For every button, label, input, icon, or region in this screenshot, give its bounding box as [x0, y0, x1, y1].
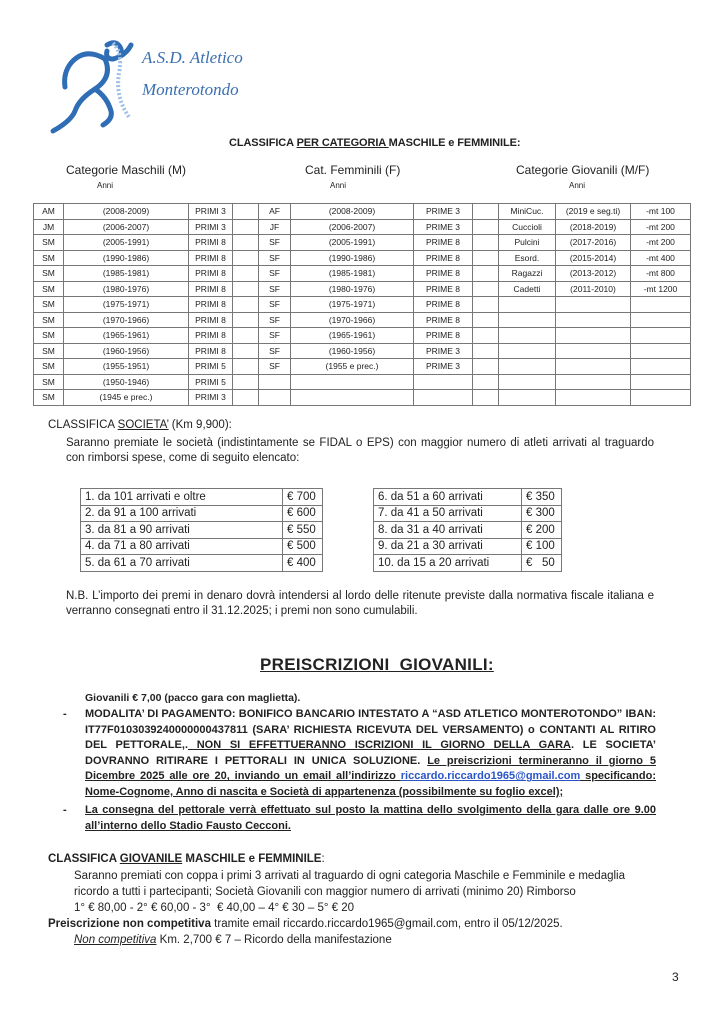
cell-g-dist: -mt 1200: [631, 281, 691, 297]
preiscrizioni-bullet-2: La consegna del pettorale verrà effettuato sul posto la mattina dello svolgimento della gara dalle ore 9.00 all’interno dello Stadio Fausto Cecconi.: [85, 804, 656, 832]
cell-m-cat: SM: [34, 281, 64, 297]
societa-label: 9. da 21 a 30 arrivati: [374, 538, 522, 555]
cell-m-anni: (2006-2007): [64, 219, 189, 235]
cell-spacer: [473, 359, 499, 375]
cell-g-anni: (2018-2019): [556, 219, 631, 235]
cell-m-anni: (1990-1986): [64, 250, 189, 266]
cell-m-cat: SM: [34, 359, 64, 375]
societa-row: [374, 522, 562, 539]
cell-f-premi: PRIME 3: [414, 219, 473, 235]
cell-f-cat: SF: [259, 250, 291, 266]
societa-table-right: [373, 488, 562, 572]
societa-label: 5. da 61 a 70 arrivati: [81, 555, 283, 572]
cell-f-cat: JF: [259, 219, 291, 235]
cell-f-anni: (2008-2009): [291, 204, 414, 220]
giovanile-line-3: 1° € 80,00 - 2° € 60,00 - 3° € 40,00 – 4° € 30 – 5° € 20: [74, 902, 355, 914]
cell-spacer: [233, 343, 259, 359]
categoria-row: [34, 281, 691, 297]
cell-f-anni: (1990-1986): [291, 250, 414, 266]
cell-g-cat: [499, 374, 556, 390]
cell-f-premi: [414, 374, 473, 390]
cell-m-anni: (1955-1951): [64, 359, 189, 375]
logo-line-2: Monterotondo: [142, 80, 239, 99]
cell-f-cat: SF: [259, 312, 291, 328]
cell-m-anni: (2005-1991): [64, 235, 189, 251]
cell-g-anni: (2017-2016): [556, 235, 631, 251]
cell-f-premi: PRIME 8: [414, 328, 473, 344]
bullet-marker-1: -: [63, 708, 67, 720]
categoria-row: [34, 250, 691, 266]
cell-m-cat: SM: [34, 266, 64, 282]
cell-spacer: [473, 204, 499, 220]
cell-g-dist: [631, 374, 691, 390]
societa-title: CLASSIFICA SOCIETA’ (Km 9,900):: [48, 419, 232, 431]
cell-f-anni: (2005-1991): [291, 235, 414, 251]
societa-label: 10. da 15 a 20 arrivati: [374, 555, 522, 572]
cell-m-premi: PRIMI 8: [189, 250, 233, 266]
cell-g-cat: Cadetti: [499, 281, 556, 297]
preiscrizioni-title: PREISCRIZIONI GIOVANILI:: [260, 655, 494, 674]
cell-m-cat: SM: [34, 390, 64, 406]
cell-g-anni: [556, 328, 631, 344]
col-head-maschili: Categorie Maschili (M): [66, 163, 187, 177]
societa-row: [374, 505, 562, 522]
anni-label-m: Anni: [97, 181, 114, 190]
cell-f-cat: SF: [259, 266, 291, 282]
col-head-giovanili: Categorie Giovanili (M/F): [516, 163, 650, 177]
cell-m-premi: PRIMI 8: [189, 312, 233, 328]
cell-g-anni: [556, 359, 631, 375]
cell-f-cat: [259, 374, 291, 390]
cell-f-anni: [291, 390, 414, 406]
cell-spacer: [473, 390, 499, 406]
cell-m-premi: PRIMI 3: [189, 204, 233, 220]
cell-g-anni: [556, 297, 631, 313]
cell-m-cat: JM: [34, 219, 64, 235]
cell-g-cat: Esord.: [499, 250, 556, 266]
cell-g-cat: [499, 312, 556, 328]
cell-g-dist: -mt 100: [631, 204, 691, 220]
cell-m-cat: AM: [34, 204, 64, 220]
societa-label: 6. da 51 a 60 arrivati: [374, 489, 522, 506]
categoria-row: [34, 390, 691, 406]
cell-spacer: [233, 281, 259, 297]
cell-f-premi: PRIME 3: [414, 359, 473, 375]
noncompetitiva-line-2: Non competitiva Km. 2,700 € 7 – Ricordo della manifestazione: [74, 934, 392, 946]
cell-g-cat: MiniCuc.: [499, 204, 556, 220]
page-number: 3: [672, 970, 679, 984]
cell-g-anni: [556, 374, 631, 390]
cell-spacer: [233, 204, 259, 220]
cell-g-dist: [631, 328, 691, 344]
societa-amount: € 50: [522, 555, 562, 572]
giovanile-line-2: ricordo a tutti i partecipanti; Società Giovanili con maggior numero di arrivati (minimo 20) Rimborso: [74, 886, 576, 898]
cell-spacer: [233, 390, 259, 406]
anni-label-g: Anni: [569, 181, 586, 190]
societa-row: [374, 555, 562, 572]
cell-f-cat: SF: [259, 328, 291, 344]
categoria-row: [34, 219, 691, 235]
email-link[interactable]: riccardo.riccardo1965@gmail.com: [400, 770, 581, 783]
societa-intro: Saranno premiate le società (indistintamente se FIDAL o EPS) con maggior numero di atleti arrivati al traguardo con rimborsi spese, come di seguito elencato:: [66, 437, 654, 464]
cell-g-dist: -mt 200: [631, 219, 691, 235]
cell-g-cat: [499, 390, 556, 406]
categoria-row: [34, 235, 691, 251]
cell-spacer: [473, 328, 499, 344]
cell-f-anni: (1980-1976): [291, 281, 414, 297]
cell-g-cat: [499, 343, 556, 359]
cell-m-cat: SM: [34, 328, 64, 344]
cell-g-dist: -mt 800: [631, 266, 691, 282]
cell-spacer: [233, 328, 259, 344]
cell-f-premi: PRIME 8: [414, 250, 473, 266]
cell-m-anni: (2008-2009): [64, 204, 189, 220]
cell-spacer: [473, 219, 499, 235]
categoria-row: [34, 343, 691, 359]
preiscrizioni-fee: Giovanili € 7,00 (pacco gara con maglietta).: [85, 692, 301, 704]
cell-m-premi: PRIMI 8: [189, 281, 233, 297]
societa-amount: € 600: [283, 505, 323, 522]
cell-m-cat: SM: [34, 312, 64, 328]
cell-g-dist: [631, 312, 691, 328]
societa-amount: € 700: [283, 489, 323, 506]
cell-m-anni: (1950-1946): [64, 374, 189, 390]
societa-amount: € 550: [283, 522, 323, 539]
cell-spacer: [473, 343, 499, 359]
cell-g-anni: (2015-2014): [556, 250, 631, 266]
cell-spacer: [233, 235, 259, 251]
logo: [45, 25, 135, 135]
cell-g-anni: [556, 312, 631, 328]
cell-f-premi: PRIME 8: [414, 235, 473, 251]
cell-g-dist: -mt 400: [631, 250, 691, 266]
anni-label-f: Anni: [330, 181, 347, 190]
cell-spacer: [233, 266, 259, 282]
cell-f-cat: SF: [259, 281, 291, 297]
cell-g-cat: Cuccioli: [499, 219, 556, 235]
categoria-row: [34, 297, 691, 313]
cell-f-cat: SF: [259, 359, 291, 375]
cell-f-premi: PRIME 8: [414, 312, 473, 328]
cell-g-cat: Ragazzi: [499, 266, 556, 282]
cell-spacer: [473, 297, 499, 313]
cell-m-cat: SM: [34, 297, 64, 313]
cell-f-cat: SF: [259, 343, 291, 359]
cell-f-premi: PRIME 3: [414, 343, 473, 359]
cell-m-anni: (1960-1956): [64, 343, 189, 359]
societa-row: [81, 505, 323, 522]
cell-m-premi: PRIMI 8: [189, 235, 233, 251]
cell-m-anni: (1965-1961): [64, 328, 189, 344]
societa-row: [81, 522, 323, 539]
giovanile-title: CLASSIFICA GIOVANILE MASCHILE e FEMMINILE:: [48, 853, 325, 865]
cell-spacer: [233, 297, 259, 313]
cell-f-cat: AF: [259, 204, 291, 220]
cell-g-dist: [631, 343, 691, 359]
col-head-femminili: Cat. Femminili (F): [305, 163, 401, 177]
cell-g-cat: [499, 297, 556, 313]
cell-f-anni: (1975-1971): [291, 297, 414, 313]
cell-f-cat: SF: [259, 297, 291, 313]
cell-f-cat: [259, 390, 291, 406]
cell-g-dist: [631, 359, 691, 375]
societa-amount: € 100: [522, 538, 562, 555]
societa-amount: € 400: [283, 555, 323, 572]
cell-g-dist: [631, 390, 691, 406]
cell-spacer: [473, 250, 499, 266]
cell-g-cat: Pulcini: [499, 235, 556, 251]
societa-label: 2. da 91 a 100 arrivati: [81, 505, 283, 522]
cell-g-anni: [556, 390, 631, 406]
runner-icon: [45, 25, 135, 135]
cell-f-anni: (1985-1981): [291, 266, 414, 282]
categoria-row: [34, 374, 691, 390]
societa-row: [374, 489, 562, 506]
cell-g-cat: [499, 328, 556, 344]
logo-line-1: A.S.D. Atletico: [142, 48, 243, 67]
cell-f-anni: [291, 374, 414, 390]
cell-spacer: [473, 374, 499, 390]
categoria-row: [34, 312, 691, 328]
cell-f-premi: PRIME 3: [414, 204, 473, 220]
categoria-row: [34, 359, 691, 375]
cell-m-cat: SM: [34, 374, 64, 390]
cell-g-cat: [499, 359, 556, 375]
societa-table-left: [80, 488, 323, 572]
cell-spacer: [233, 374, 259, 390]
bullet-marker-2: -: [63, 804, 67, 816]
cell-m-premi: PRIMI 5: [189, 359, 233, 375]
noncompetitiva-line-1: Preiscrizione non competitiva tramite email riccardo.riccardo1965@gmail.com, entro il 05/12/2025.: [48, 918, 563, 930]
cell-f-premi: [414, 390, 473, 406]
cell-spacer: [233, 312, 259, 328]
cell-spacer: [233, 219, 259, 235]
societa-row: [81, 538, 323, 555]
cell-f-anni: (1965-1961): [291, 328, 414, 344]
cell-f-cat: SF: [259, 235, 291, 251]
cell-spacer: [473, 312, 499, 328]
cell-spacer: [473, 266, 499, 282]
cell-m-premi: PRIMI 8: [189, 343, 233, 359]
cell-f-premi: PRIME 8: [414, 266, 473, 282]
cell-m-premi: PRIMI 8: [189, 266, 233, 282]
societa-row: [374, 538, 562, 555]
cell-spacer: [233, 359, 259, 375]
cell-m-premi: PRIMI 8: [189, 297, 233, 313]
cell-m-premi: PRIMI 8: [189, 328, 233, 344]
societa-amount: € 300: [522, 505, 562, 522]
categoria-table: [33, 203, 691, 406]
cell-m-anni: (1970-1966): [64, 312, 189, 328]
cell-g-anni: (2019 e seg.ti): [556, 204, 631, 220]
cell-g-anni: [556, 343, 631, 359]
cell-g-dist: -mt 200: [631, 235, 691, 251]
categoria-title: CLASSIFICA PER CATEGORIA MASCHILE e FEMMINILE:: [229, 137, 521, 149]
cell-m-cat: SM: [34, 343, 64, 359]
cell-m-anni: (1980-1976): [64, 281, 189, 297]
cell-f-premi: PRIME 8: [414, 281, 473, 297]
societa-label: 4. da 71 a 80 arrivati: [81, 538, 283, 555]
cell-m-premi: PRIMI 3: [189, 390, 233, 406]
cell-m-anni: (1985-1981): [64, 266, 189, 282]
cell-g-anni: (2013-2012): [556, 266, 631, 282]
cell-m-anni: (1975-1971): [64, 297, 189, 313]
cell-m-anni: (1945 e prec.): [64, 390, 189, 406]
categoria-row: [34, 204, 691, 220]
cell-g-dist: [631, 297, 691, 313]
societa-label: 1. da 101 arrivati e oltre: [81, 489, 283, 506]
cell-f-anni: (2006-2007): [291, 219, 414, 235]
societa-label: 7. da 41 a 50 arrivati: [374, 505, 522, 522]
societa-nb: N.B. L’importo dei premi in denaro dovrà intendersi al lordo delle ritenute previste dalla normativa fiscale italiana e verranno consegnati entro il 31.12.2025; i premi non sono cumulabili.: [66, 590, 654, 617]
giovanile-line-1: Saranno premiati con coppa i primi 3 arrivati al traguardo di ogni categoria Maschile e Femminile e medaglia: [74, 870, 625, 882]
societa-amount: € 200: [522, 522, 562, 539]
societa-label: 3. da 81 a 90 arrivati: [81, 522, 283, 539]
cell-spacer: [233, 250, 259, 266]
cell-m-premi: PRIMI 3: [189, 219, 233, 235]
preiscrizioni-bullet-1: MODALITA’ DI PAGAMENTO: BONIFICO BANCARIO INTESTATO A “ASD ATLETICO MONTEROTONDO” IBAN: IT77F0103039240000000437811 (SARA’ RICHIESTA RICEVUTA DEL VERSAMENTO) o CONTANTI AL RITIRO DEL PETTORALE,. NON SI EFFETTUERANNO ISCRIZIONI IL GIORNO DELLA GARA. LE SOCIETA’ DOVRANNO RITIRARE I PETTORALI IN UNICA SOLUZIONE. Le preiscrizioni termineranno il giorno 5 Dicembre 2025 alle ore 20, inviando un email all’indirizzo riccardo.riccardo1965@gmail.com specificando: Nome-Cognome, Anno di nascita e Società di appartenenza (possibilmente su foglio excel);: [85, 708, 657, 798]
cell-f-anni: (1970-1966): [291, 312, 414, 328]
societa-row: [81, 555, 323, 572]
cell-spacer: [473, 235, 499, 251]
societa-row: [81, 489, 323, 506]
cell-g-anni: (2011-2010): [556, 281, 631, 297]
cell-spacer: [473, 281, 499, 297]
cell-f-premi: PRIME 8: [414, 297, 473, 313]
cell-m-premi: PRIMI 5: [189, 374, 233, 390]
cell-f-anni: (1955 e prec.): [291, 359, 414, 375]
categoria-row: [34, 328, 691, 344]
societa-label: 8. da 31 a 40 arrivati: [374, 522, 522, 539]
cell-m-cat: SM: [34, 250, 64, 266]
categoria-row: [34, 266, 691, 282]
societa-amount: € 350: [522, 489, 562, 506]
societa-amount: € 500: [283, 538, 323, 555]
cell-m-cat: SM: [34, 235, 64, 251]
cell-f-anni: (1960-1956): [291, 343, 414, 359]
